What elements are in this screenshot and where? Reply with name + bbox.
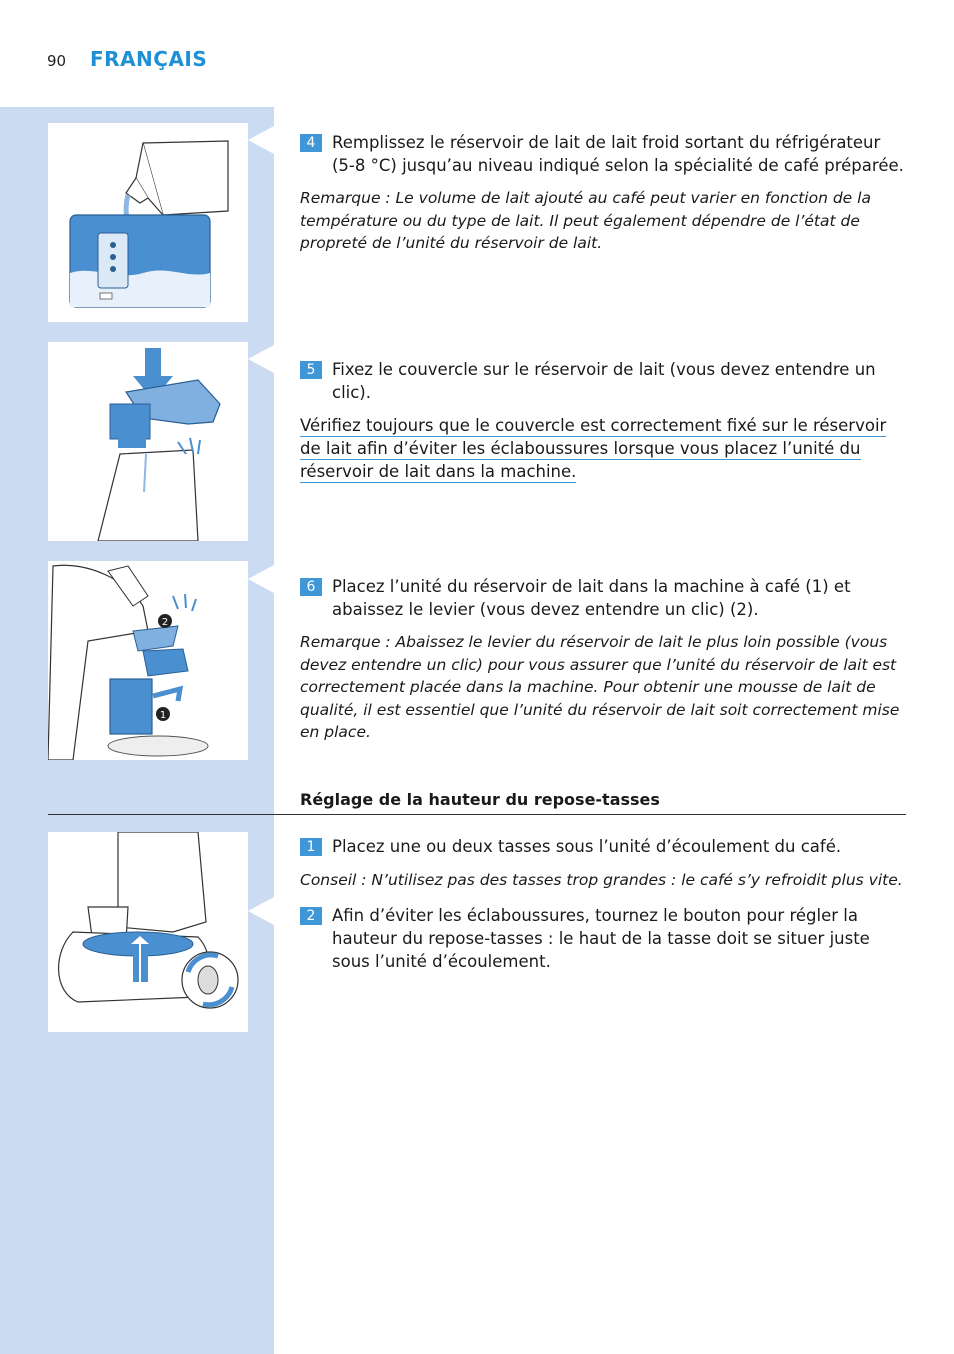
step-note: Remarque : Abaissez le levier du réservoir de lait le plus loin possible (vous devez entendre un clic) pour vous assurer que l’unité du réservoir de lait est correctement placée dans la machine. Pour obtenir une mousse de lait de qualité, il est essentiel que l’unité du réservoir de lait soit correctement mise en place. [300, 633, 900, 742]
warning-line: réservoir de lait dans la machine. [300, 462, 577, 481]
step-number-badge: 2 [300, 907, 322, 925]
step-text: Afin d’éviter les éclaboussures, tournez le bouton pour régler la hauteur du repose-tasses : le haut de la tasse doit se situer juste sous l’unité d’écoulement. [332, 906, 870, 971]
step-number-badge: 6 [300, 578, 322, 596]
figure-attach-lid [48, 342, 248, 541]
step-warning [300, 414, 906, 483]
figure-fill-milk-reservoir [48, 123, 248, 322]
step-number-badge: 1 [300, 838, 322, 856]
warning-line: de lait afin d’éviter les éclaboussures lorsque vous placez l’unité du [300, 439, 861, 458]
section-divider [48, 814, 906, 815]
figure-pointer [248, 565, 274, 593]
figure-pointer [248, 345, 274, 373]
figure-insert-reservoir [48, 561, 248, 760]
warning-line: Vérifiez toujours que le couvercle est correctement fixé sur le réservoir [300, 416, 887, 435]
callout-2: 2 [161, 617, 169, 628]
instruction-step [300, 575, 906, 621]
step-text: Remplissez le réservoir de lait de lait froid sortant du réfrigérateur (5-8 °C) jusqu’au niveau indiqué selon la spécialité de café préparée. [332, 133, 904, 175]
step-text: Placez l’unité du réservoir de lait dans la machine à café (1) et abaissez le levier (vous devez entendre un clic) (2). [332, 577, 851, 619]
step-note: Remarque : Le volume de lait ajouté au café peut varier en fonction de la température ou du type de lait. Il peut également dépendre de l’état de propreté de l’unité du réservoir de lait. [300, 189, 871, 253]
step-text: Fixez le couvercle sur le réservoir de lait (vous devez entendre un clic). [332, 360, 876, 402]
page-number: 90 [47, 52, 67, 70]
step-number-badge: 5 [300, 361, 322, 379]
step-text: Placez une ou deux tasses sous l’unité d’écoulement du café. [332, 837, 842, 856]
instruction-step [300, 835, 906, 858]
instruction-step [300, 358, 906, 404]
callout-1: 1 [159, 710, 167, 721]
section-title: Réglage de la hauteur du repose-tasses [300, 790, 660, 809]
figure-cup-height [48, 832, 248, 1032]
tip-note: Conseil : N’utilisez pas des tasses trop grandes : le café s’y refroidit plus vite. [300, 871, 903, 889]
page-language-title: FRANÇAIS [90, 47, 208, 71]
figure-pointer [248, 897, 274, 925]
instruction-step [300, 904, 906, 973]
step-number-badge: 4 [300, 134, 322, 152]
figure-pointer [248, 126, 274, 154]
instruction-step [300, 131, 906, 177]
